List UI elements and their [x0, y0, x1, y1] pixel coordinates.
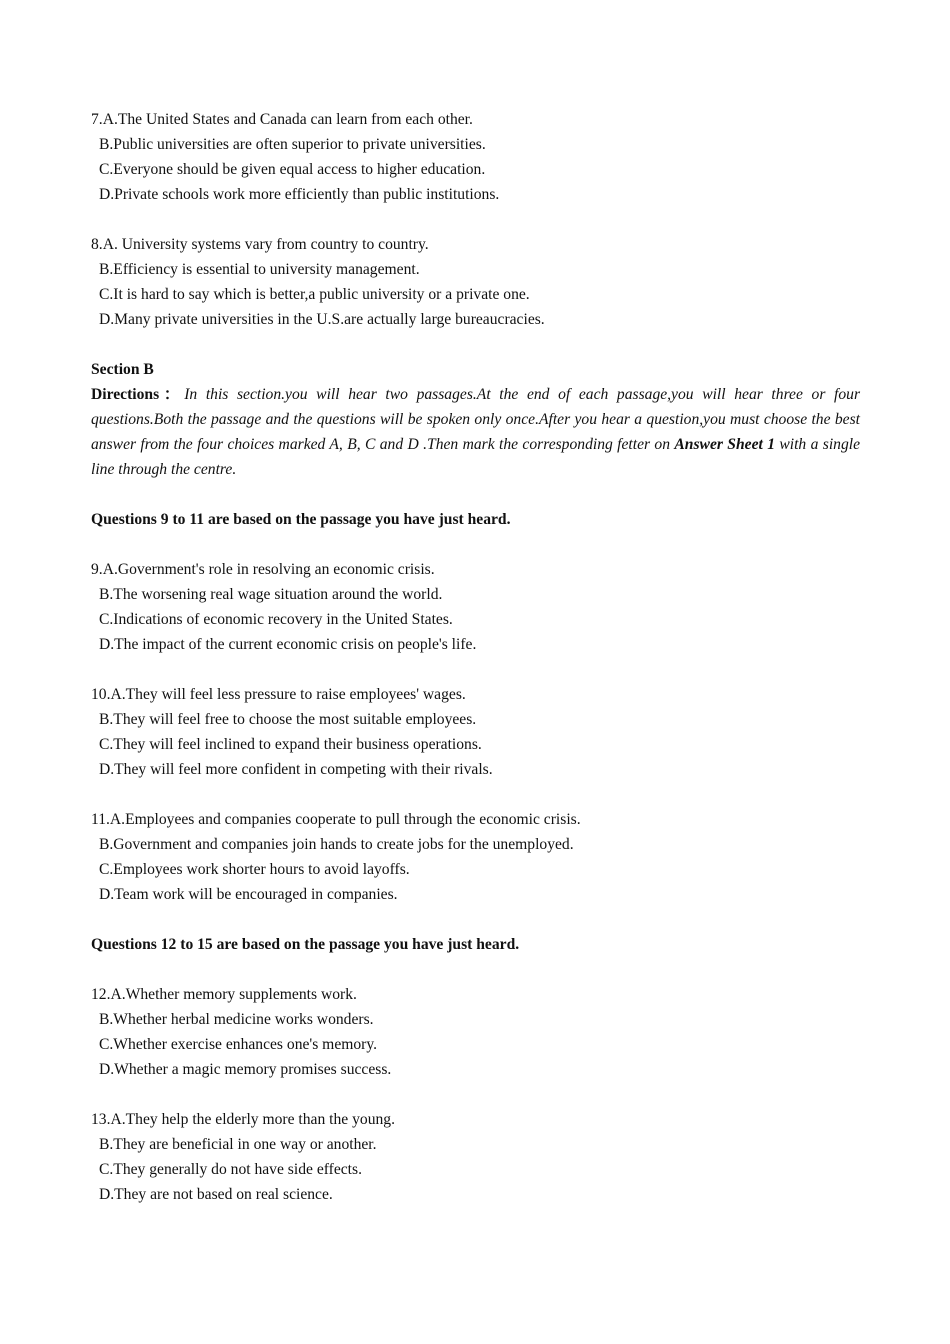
option-d: D.Whether a magic memory promises success.	[99, 1061, 392, 1078]
spacer	[91, 482, 860, 507]
option-c: C.They generally do not have side effects.	[99, 1161, 362, 1178]
question-stem: 10.A.They will feel less pressure to raise employees' wages.	[91, 686, 466, 703]
option-b: B.They will feel free to choose the most suitable employees.	[99, 711, 477, 728]
option-d: D.They are not based on real science.	[99, 1186, 333, 1203]
option-b: B.Public universities are often superior to private universities.	[99, 136, 486, 153]
spacer	[91, 532, 860, 557]
question-8	[91, 232, 860, 332]
question-7	[91, 107, 860, 207]
section-title: Section B	[91, 361, 154, 378]
passage-heading-1: Questions 9 to 11 are based on the passage you have just heard.	[91, 511, 511, 528]
question-stem: 11.A.Employees and companies cooperate to pull through the economic crisis.	[91, 811, 581, 828]
option-b: B.Efficiency is essential to university management.	[99, 261, 420, 278]
question-stem: 7.A.The United States and Canada can learn from each other.	[91, 111, 473, 128]
option-d: D.The impact of the current economic crisis on people's life.	[99, 636, 477, 653]
directions-label: Directions：	[91, 386, 185, 403]
spacer	[91, 332, 860, 357]
passage-heading-2: Questions 12 to 15 are based on the passage you have just heard.	[91, 936, 520, 953]
question-11	[91, 807, 860, 907]
document-page	[91, 107, 860, 1207]
question-stem: 13.A.They help the elderly more than the young.	[91, 1111, 395, 1128]
option-b: B.Government and companies join hands to create jobs for the unemployed.	[99, 836, 574, 853]
question-9	[91, 557, 860, 657]
option-c: C.Everyone should be given equal access to higher education.	[99, 161, 486, 178]
option-c: C.Whether exercise enhances one's memory.	[99, 1036, 378, 1053]
option-b: B.The worsening real wage situation around the world.	[99, 586, 443, 603]
option-c: C.Employees work shorter hours to avoid layoffs.	[99, 861, 410, 878]
directions-text: In this section.you will hear two passages.At the end of each passage,you will hear three or four questions.Both the passage and the questions will be spoken only once.After you hear a question,you must choose the best answer from the four choices marked A, B, C and D .Then mark the corresponding fetter on	[91, 386, 861, 453]
option-d: D.Private schools work more efficiently than public institutions.	[99, 186, 500, 203]
option-d: D.Team work will be encouraged in companies.	[99, 886, 398, 903]
answer-sheet-ref: Answer Sheet 1	[674, 436, 775, 453]
spacer	[91, 907, 860, 932]
question-13	[91, 1107, 860, 1207]
question-10	[91, 682, 860, 782]
spacer	[91, 957, 860, 982]
spacer	[91, 207, 860, 232]
question-stem: 9.A.Government's role in resolving an economic crisis.	[91, 561, 435, 578]
spacer	[91, 782, 860, 807]
question-12	[91, 982, 860, 1082]
option-c: C.Indications of economic recovery in the United States.	[99, 611, 453, 628]
option-c: C.It is hard to say which is better,a public university or a private one.	[99, 286, 530, 303]
directions-end: with a single line through the centre.	[91, 436, 861, 478]
option-b: B.They are beneficial in one way or another.	[99, 1136, 377, 1153]
option-d: D.They will feel more confident in competing with their rivals.	[99, 761, 493, 778]
option-d: D.Many private universities in the U.S.are actually large bureaucracies.	[99, 311, 545, 328]
directions-paragraph	[91, 382, 860, 482]
spacer	[91, 657, 860, 682]
spacer	[91, 1082, 860, 1107]
option-b: B.Whether herbal medicine works wonders.	[99, 1011, 374, 1028]
option-c: C.They will feel inclined to expand their business operations.	[99, 736, 482, 753]
question-stem: 12.A.Whether memory supplements work.	[91, 986, 357, 1003]
question-stem: 8.A. University systems vary from country to country.	[91, 236, 429, 253]
